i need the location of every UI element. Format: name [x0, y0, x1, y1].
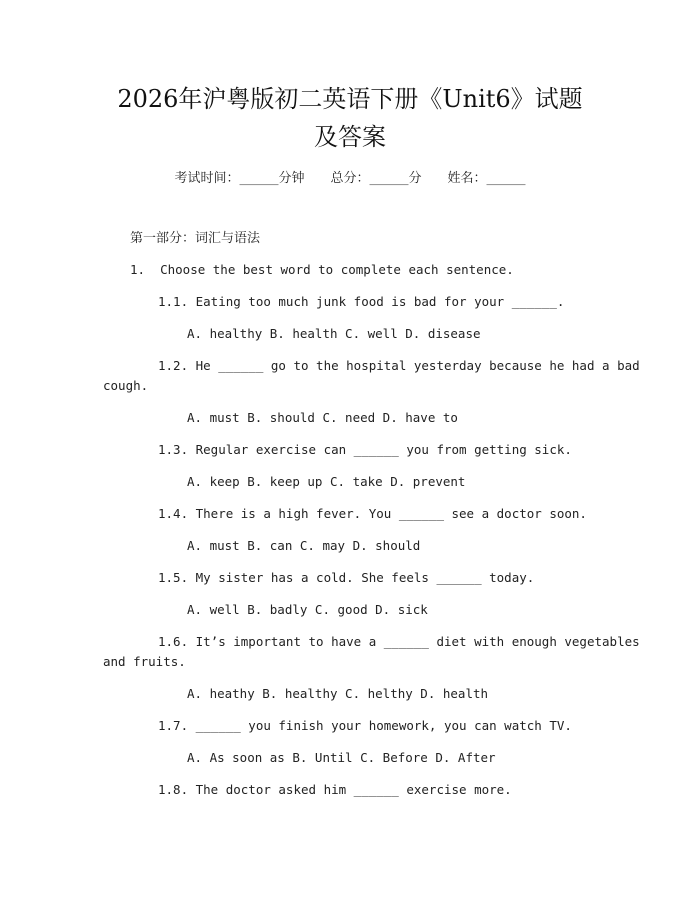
title-line-2: 及答案: [314, 123, 386, 151]
options-1-4: A. must B. can C. may D. should: [187, 538, 421, 553]
title-line-1: 2026年沪粤版初二英语下册《Unit6》试题: [117, 85, 583, 113]
question-1-8: 1.8. The doctor asked him ______ exercise more.: [158, 782, 512, 797]
options-1-7: A. As soon as B. Until C. Before D. After: [187, 750, 496, 765]
section-title: 第一部分：词汇与语法: [130, 231, 261, 246]
exam-meta: [0, 167, 700, 186]
question-1-2-continuation: cough.: [103, 378, 149, 393]
question-1-3: 1.3. Regular exercise can ______ you from getting sick.: [158, 442, 572, 457]
options-1-5: A. well B. badly C. good D. sick: [187, 602, 428, 617]
options-1-2: A. must B. should C. need D. have to: [187, 410, 458, 425]
exam-time-field: 考试时间：______分钟: [174, 171, 305, 186]
question-1-2: 1.2. He ______ go to the hospital yesterday because he had a bad: [158, 358, 640, 373]
question-1-6: 1.6. It’s important to have a ______ diet with enough vegetables: [158, 634, 640, 649]
question-1-1: 1.1. Eating too much junk food is bad for your ______.: [158, 294, 565, 309]
total-score-field: 总分：______分: [330, 171, 422, 186]
question-1-5: 1.5. My sister has a cold. She feels ______ today.: [158, 570, 535, 585]
name-field: 姓名：______: [447, 171, 526, 186]
question-1-6-continuation: and fruits.: [103, 654, 186, 669]
options-1-1: A. healthy B. health C. well D. disease: [187, 326, 481, 341]
instruction-text: 1. Choose the best word to complete each sentence.: [130, 262, 514, 277]
options-1-3: A. keep B. keep up C. take D. prevent: [187, 474, 466, 489]
question-1-4: 1.4. There is a high fever. You ______ see a doctor soon.: [158, 506, 587, 521]
question-1-7: 1.7. ______ you finish your homework, you can watch TV.: [158, 718, 572, 733]
page-title: [80, 80, 620, 156]
options-1-6: A. heathy B. healthy C. helthy D. health: [187, 686, 489, 701]
